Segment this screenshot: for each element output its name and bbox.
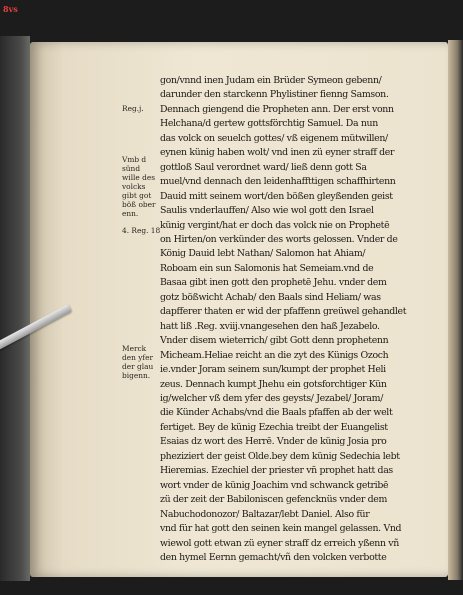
margin-note-reg4: 4. Reg. 18 [122, 226, 161, 235]
text-line: on Hirten/on verkünder des worts gelossen. Vnder de [160, 233, 398, 245]
text-line: Basaa gibt inen gott den prophetē Jehu. vnder dem [160, 277, 387, 289]
text-line: Dennach giengend die Propheten ann. Der erst vonn [160, 103, 394, 115]
text-line: ie.vnder Joram seinem sun/kumpt der prophet Heli [160, 364, 386, 376]
text-line: Vnder disem wieterrich/ gibt Gott denn prophetenn [160, 335, 389, 347]
text-line: Hieremias. Ezechiel der priester vn̄ prophet hatt das [160, 465, 393, 477]
corner-tag: 8vs [3, 4, 18, 14]
text-line: Dauid mitt seinem wort/den bößen gleyßenden geist [160, 190, 393, 202]
text-line: hatt liß .Reg. xviij.vnangesehen den haß Jezabelo. [160, 320, 380, 332]
text-line: den hymel Eernn gemacht/vñ den volcken verbotte [160, 551, 387, 563]
text-line: Helchana/d gertew gottsförchtig Samuel. Da nun [160, 118, 378, 130]
text-line: eynen künig haben wolt/ vnd inen zü eyner straff der [160, 147, 395, 159]
text-line: wort vnder de künig Joachim vnd schwanck getribē [160, 479, 389, 491]
text-line: die Künder Achabs/vnd die Baals pfaffen ab der welt [160, 407, 393, 419]
text-line: dapfferer thaten er wid der pfaffenn greüwel gehandlet [160, 306, 407, 318]
text-line: fertiget. Bey de künig Ezechia treibt der Euangelist [160, 421, 388, 433]
text-line: das volck on seuelch gottes/ vß eigenem mütwillen/ [160, 132, 388, 144]
text-line: Roboam ein sun Salomonis hat Semeiam.vnd de [160, 262, 374, 274]
text-line: zü der zeit der Babiloniscen gefencknüs vnder dem [160, 494, 388, 506]
page-edge [448, 40, 463, 580]
text-line: König Dauid lebt Nathan/ Salomon hat Ahiam/ [160, 248, 366, 260]
text-line: ig/welcher vß dem yfer des geysts/ Jezabel/ Joram/ [160, 392, 384, 404]
margin-note-vmb: Vmb d sünd wille des volcks gibt got böß ober enn. [122, 155, 156, 218]
text-line: gotz bößwicht Achab/ den Baals sind Heliam/ was [160, 291, 381, 303]
text-line: künig vergint/hat er doch das volck nie on Prophetē [160, 219, 390, 231]
margin-note-merck: Merck den yfer der glau bigenn. [122, 344, 154, 380]
text-line: Saulis vnderlauffen/ Also wie wol gott den Israel [160, 205, 374, 217]
text-line: gottloß Saul verordnet ward/ ließ denn gott Sa [160, 161, 367, 173]
text-line: vnd für hat gott den seinen kein mangel gelassen. Vnd [160, 523, 402, 535]
text-line: Nabuchodonozor/ Baltazar/lebt Daniel. Also für [160, 508, 370, 520]
text-line: pheziziert der geist Olde.bey dem künig Sedechia lebt [160, 450, 400, 462]
text-line: zeus. Dennach kumpt Jhehu ein gotsforchtiger Kün [160, 378, 387, 390]
text-line: darunder den starckenn Phylistiner fienng Samson. [160, 89, 389, 101]
text-line: Micheam.Heliae reicht an die zyt des Künigs Ozoch [160, 349, 389, 361]
text-line: wiewol gott etwan zü eyner straff dz erreich yßenn vñ [160, 537, 399, 549]
text-line: Esaias dz wort des Herrē. Vnder de künig Josia pro [160, 436, 387, 448]
text-line: gon/vnnd inen Judam ein Brüder Symeon gebenn/ [160, 75, 382, 86]
book-spine [0, 36, 30, 581]
margin-note-reg: Reg.j. [122, 104, 144, 113]
text-line: muel/vnd dennach den leidenhaffttigen schaffhirtenn [160, 176, 396, 188]
main-text-block [160, 74, 446, 565]
